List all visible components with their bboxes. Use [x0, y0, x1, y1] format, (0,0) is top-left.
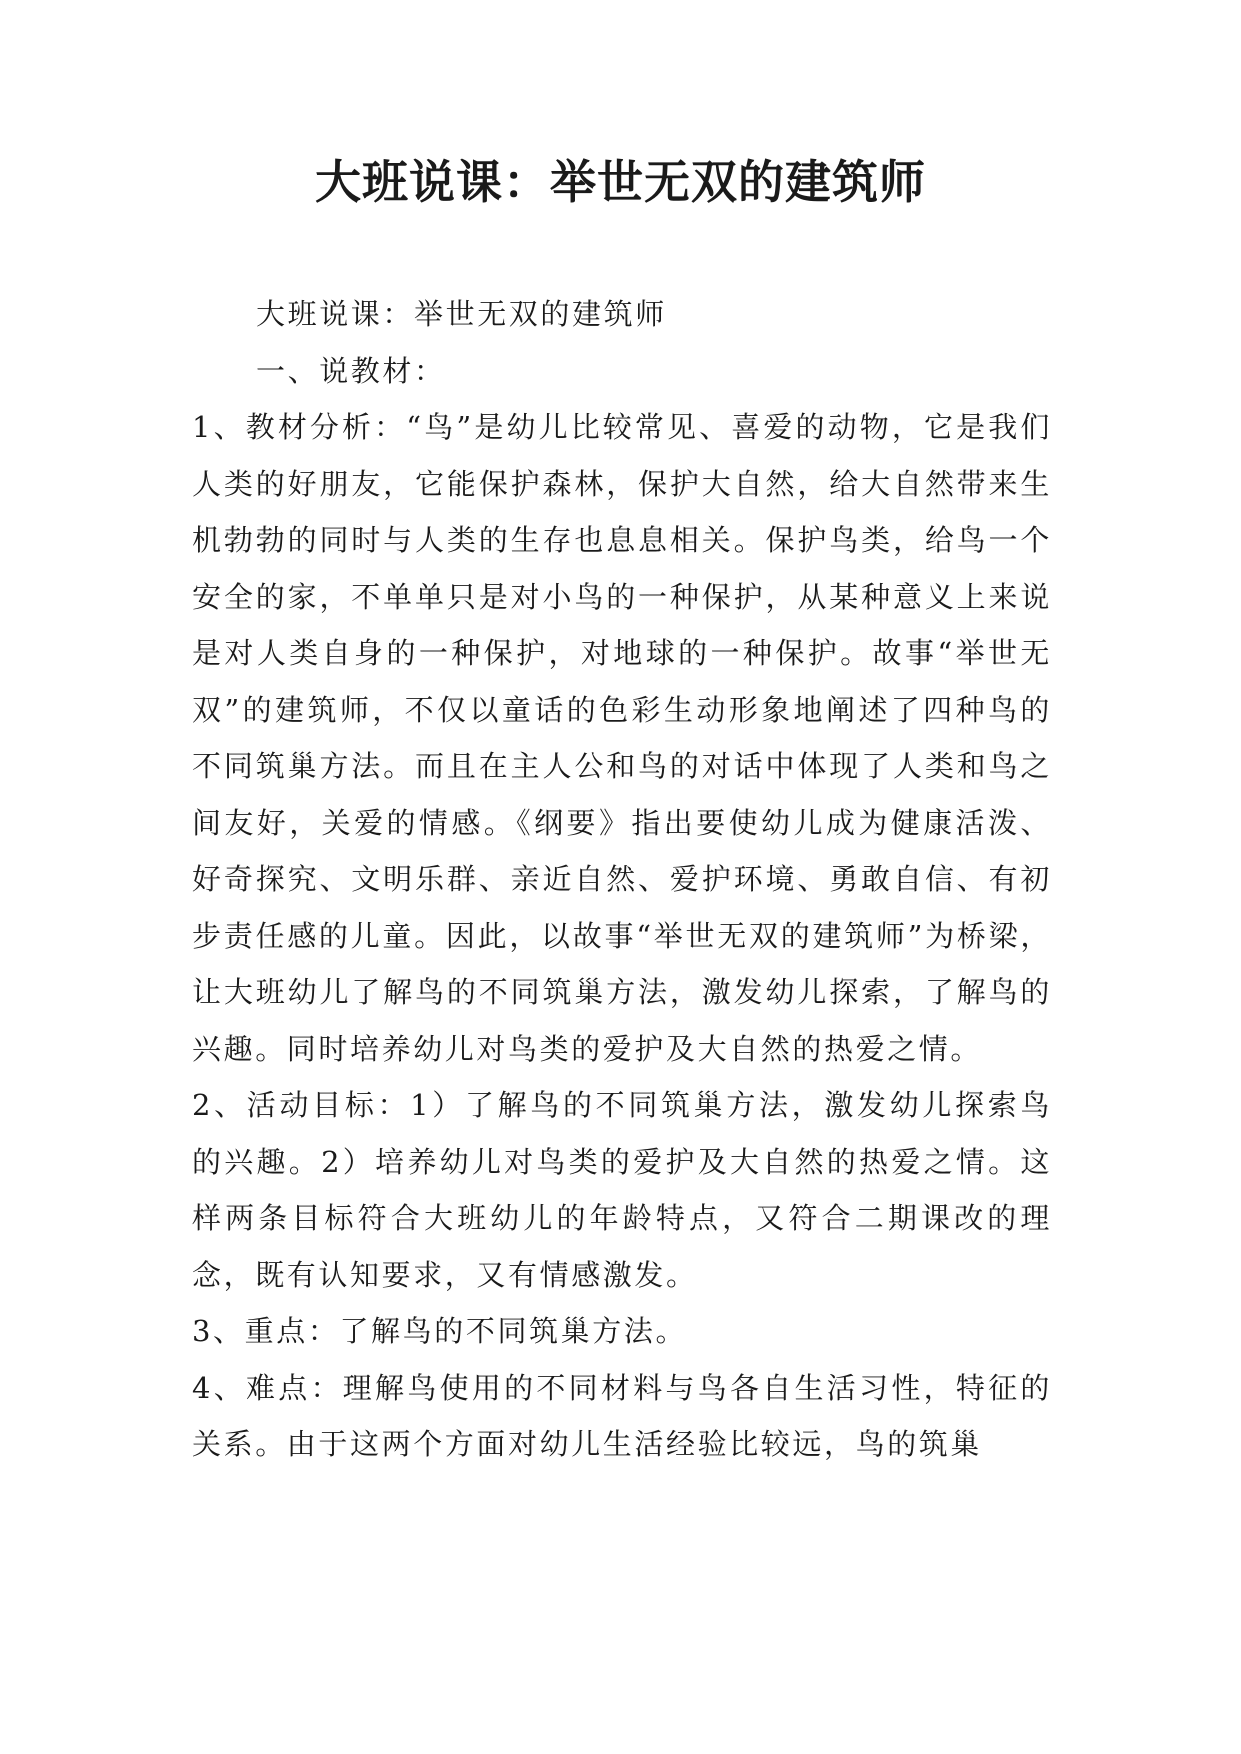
section-heading-textbook: 一、说教材：: [256, 353, 446, 388]
paragraph-subtitle: 大班说课：举世无双的建筑师: [256, 297, 667, 331]
paragraph-key-point: 3、重点：了解鸟的不同筑巢方法。: [192, 1314, 688, 1348]
document-title: 大班说课：举世无双的建筑师: [315, 155, 926, 209]
document-body: [192, 286, 1052, 1473]
paragraph-difficulty: 4、难点：理解鸟使用的不同材料与鸟各自生活习性，特征的关系。由于这两个方面对幼儿生活经验比较远，鸟的筑巢: [192, 1370, 1052, 1461]
paragraph-material-analysis: 1、教材分析：“鸟”是幼儿比较常见、喜爱的动物，它是我们人类的好朋友，它能保护森林，保护大自然，给大自然带来生机勃勃的同时与人类的生存也息息相关。保护鸟类，给鸟一个安全的家，不单单只是对小鸟的一种保护，从某种意义上来说是对人类自身的一种保护，对地球的一种保护。故事“举世无双”的建筑师，不仅以童话的色彩生动形象地阐述了四种鸟的不同筑巢方法。而且在主人公和鸟的对话中体现了人类和鸟之间友好，关爱的情感。《纲要》指出要使幼儿成为健康活泼、好奇探究、文明乐群、亲近自然、爱护环境、勇敢自信、有初步责任感的儿童。因此，以故事“举世无双的建筑师”为桥梁，让大班幼儿了解鸟的不同筑巢方法，激发幼儿探索，了解鸟的兴趣。同时培养幼儿对鸟类的爱护及大自然的热爱之情。: [192, 410, 1052, 1066]
paragraph-activity-goals: 2、活动目标：1）了解鸟的不同筑巢方法，激发幼儿探索鸟的兴趣。2）培养幼儿对鸟类的爱护及大自然的热爱之情。这样两条目标符合大班幼儿的年龄特点，又符合二期课改的理念，既有认知要求，又有情感激发。: [192, 1088, 1052, 1292]
